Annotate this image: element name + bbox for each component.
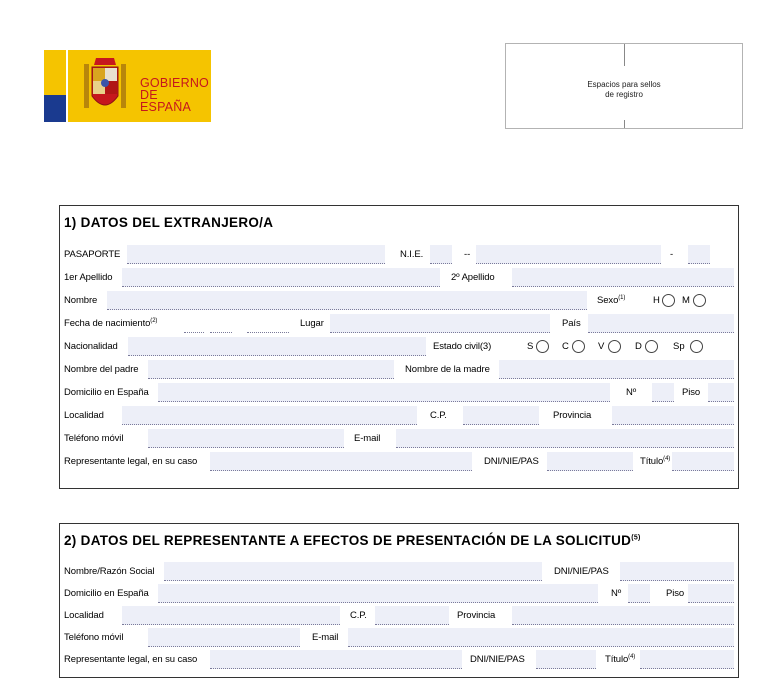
row-domicilio bbox=[60, 381, 738, 403]
representante-label: Representante legal, en su caso bbox=[64, 456, 198, 467]
nie-label: N.I.E. bbox=[400, 249, 424, 260]
row-nacimiento bbox=[60, 312, 738, 334]
piso-label: Piso bbox=[682, 387, 701, 398]
row-representante bbox=[60, 450, 738, 472]
localidad2-label: Localidad bbox=[64, 610, 104, 621]
pasaporte-label: PASAPORTE bbox=[64, 249, 121, 260]
row2-contacto bbox=[60, 626, 738, 648]
section1-title: 1) DATOS DEL EXTRANJERO/A bbox=[64, 215, 274, 230]
domicilio2-label: Domicilio en España bbox=[64, 588, 149, 599]
nacionalidad-field[interactable] bbox=[128, 337, 426, 356]
row-nombre bbox=[60, 289, 738, 311]
provincia2-field[interactable] bbox=[512, 606, 734, 625]
coat-of-arms-icon bbox=[84, 56, 126, 116]
section-datos-representante bbox=[59, 523, 739, 678]
nie-control-field[interactable] bbox=[688, 245, 710, 264]
piso-field[interactable] bbox=[708, 383, 734, 402]
email2-field[interactable] bbox=[348, 628, 734, 647]
estado-civil-label: Estado civil(3) bbox=[433, 341, 492, 352]
ec-sp-radio[interactable] bbox=[690, 340, 703, 353]
numero2-label: Nº bbox=[611, 588, 622, 599]
localidad2-field[interactable] bbox=[122, 606, 340, 625]
dni2-label: DNI/NIE/PAS bbox=[554, 566, 609, 577]
ec-s-label: S bbox=[527, 341, 534, 352]
sexo-h-radio[interactable] bbox=[662, 294, 675, 307]
titulo-label bbox=[640, 456, 670, 467]
domicilio-field[interactable] bbox=[158, 383, 610, 402]
telefono-field[interactable] bbox=[148, 429, 344, 448]
domicilio-label: Domicilio en España bbox=[64, 387, 149, 398]
fecha-anio-field[interactable] bbox=[247, 314, 289, 333]
telefono2-label: Teléfono móvil bbox=[64, 632, 124, 643]
nombre-label: Nombre bbox=[64, 295, 98, 306]
email-label: E-mail bbox=[354, 433, 381, 444]
razon-social-field[interactable] bbox=[164, 562, 542, 581]
lugar-field[interactable] bbox=[330, 314, 550, 333]
row-nacionalidad bbox=[60, 335, 738, 357]
row-pasaporte bbox=[60, 243, 738, 265]
pais-field[interactable] bbox=[588, 314, 734, 333]
sexo-text: Sexo bbox=[597, 295, 619, 306]
row-apellidos bbox=[60, 266, 738, 288]
padre-field[interactable] bbox=[148, 360, 394, 379]
ec-v-label: V bbox=[598, 341, 605, 352]
localidad-label: Localidad bbox=[64, 410, 104, 421]
logo-panel bbox=[68, 50, 211, 122]
section2-title bbox=[64, 533, 641, 548]
madre-field[interactable] bbox=[499, 360, 734, 379]
fecha-nacimiento-label bbox=[64, 318, 157, 329]
email-field[interactable] bbox=[396, 429, 734, 448]
piso2-label: Piso bbox=[666, 588, 685, 599]
apellido2-label: 2º Apellido bbox=[451, 272, 495, 283]
ec-s-radio[interactable] bbox=[536, 340, 549, 353]
gobierno-logo bbox=[44, 50, 211, 122]
representante-field[interactable] bbox=[210, 452, 472, 471]
representante2-field[interactable] bbox=[210, 650, 462, 669]
fecha-text: Fecha de nacimiento bbox=[64, 318, 151, 329]
dni3-label: DNI/NIE/PAS bbox=[470, 654, 525, 665]
row2-localidad bbox=[60, 604, 738, 626]
ec-c-label: C bbox=[562, 341, 569, 352]
row2-representante bbox=[60, 648, 738, 670]
pais-label: País bbox=[562, 318, 581, 329]
nie-separator-1: -- bbox=[464, 249, 471, 260]
row-localidad bbox=[60, 404, 738, 426]
numero-field[interactable] bbox=[652, 383, 674, 402]
stamp-tick-top bbox=[624, 44, 625, 66]
dni2-field[interactable] bbox=[620, 562, 734, 581]
padre-label: Nombre del padre bbox=[64, 364, 139, 375]
titulo-note: (4) bbox=[663, 456, 671, 462]
ec-c-radio[interactable] bbox=[572, 340, 585, 353]
titulo-text: Título bbox=[640, 456, 664, 467]
row-padres bbox=[60, 358, 738, 380]
fecha-mes-field[interactable] bbox=[210, 314, 232, 333]
razon-social-label: Nombre/Razón Social bbox=[64, 566, 155, 577]
pasaporte-field[interactable] bbox=[127, 245, 385, 264]
nie-number-field[interactable] bbox=[476, 245, 661, 264]
nacionalidad-label: Nacionalidad bbox=[64, 341, 118, 352]
localidad-field[interactable] bbox=[122, 406, 417, 425]
dni3-field[interactable] bbox=[536, 650, 596, 669]
numero2-field[interactable] bbox=[628, 584, 650, 603]
titulo2-label bbox=[605, 654, 635, 665]
ec-d-radio[interactable] bbox=[645, 340, 658, 353]
provincia2-label: Provincia bbox=[457, 610, 496, 621]
telefono2-field[interactable] bbox=[148, 628, 300, 647]
logo-text-line1: GOBIERNO bbox=[140, 76, 209, 90]
nie-separator-2: - bbox=[670, 249, 674, 260]
nombre-field[interactable] bbox=[107, 291, 587, 310]
stamp-label-line1: Espacios para sellos bbox=[587, 80, 661, 89]
cp-label: C.P. bbox=[430, 410, 447, 421]
lugar-label: Lugar bbox=[300, 318, 324, 329]
sexo-m-radio[interactable] bbox=[693, 294, 706, 307]
sexo-label bbox=[597, 295, 625, 306]
cp-field[interactable] bbox=[463, 406, 539, 425]
numero-label: Nº bbox=[626, 387, 637, 398]
sexo-h-label: H bbox=[653, 295, 660, 306]
row2-razon-social bbox=[60, 560, 738, 582]
dni-label: DNI/NIE/PAS bbox=[484, 456, 539, 467]
logo-text-line2: DE ESPAÑA bbox=[140, 88, 191, 114]
ec-d-label: D bbox=[635, 341, 642, 352]
piso2-field[interactable] bbox=[688, 584, 734, 603]
ec-v-radio[interactable] bbox=[608, 340, 621, 353]
telefono-label: Teléfono móvil bbox=[64, 433, 124, 444]
stamp-label-line2: de registro bbox=[605, 90, 643, 99]
section2-title-note: (5) bbox=[631, 534, 641, 542]
registry-stamp-box bbox=[505, 43, 743, 129]
titulo2-text: Título bbox=[605, 654, 629, 665]
logo-eu-bar bbox=[44, 95, 66, 122]
titulo-field[interactable] bbox=[672, 452, 734, 471]
sexo-m-label: M bbox=[682, 295, 690, 306]
provincia-field[interactable] bbox=[612, 406, 734, 425]
fecha-note: (2) bbox=[150, 318, 158, 324]
provincia-label: Provincia bbox=[553, 410, 592, 421]
titulo2-field[interactable] bbox=[640, 650, 734, 669]
cp2-label: C.P. bbox=[350, 610, 367, 621]
email2-label: E-mail bbox=[312, 632, 339, 643]
fecha-dia-field[interactable] bbox=[184, 314, 204, 333]
domicilio2-field[interactable] bbox=[158, 584, 598, 603]
titulo2-note: (4) bbox=[628, 654, 636, 660]
ec-sp-label: Sp bbox=[673, 341, 685, 352]
madre-label: Nombre de la madre bbox=[405, 364, 490, 375]
apellido1-label: 1er Apellido bbox=[64, 272, 113, 283]
apellido2-field[interactable] bbox=[512, 268, 734, 287]
dni-field[interactable] bbox=[547, 452, 633, 471]
cp2-field[interactable] bbox=[375, 606, 449, 625]
section-datos-extranjero bbox=[59, 205, 739, 489]
stamp-tick-bottom bbox=[624, 120, 625, 128]
row2-domicilio bbox=[60, 582, 738, 604]
nie-letter-field[interactable] bbox=[430, 245, 452, 264]
apellido1-field[interactable] bbox=[122, 268, 440, 287]
sexo-note: (1) bbox=[618, 295, 626, 301]
representante2-label: Representante legal, en su caso bbox=[64, 654, 198, 665]
section2-title-text: 2) DATOS DEL REPRESENTANTE A EFECTOS DE PRESENTACIÓN DE LA SOLICITUD bbox=[64, 533, 632, 548]
row-contacto bbox=[60, 427, 738, 449]
